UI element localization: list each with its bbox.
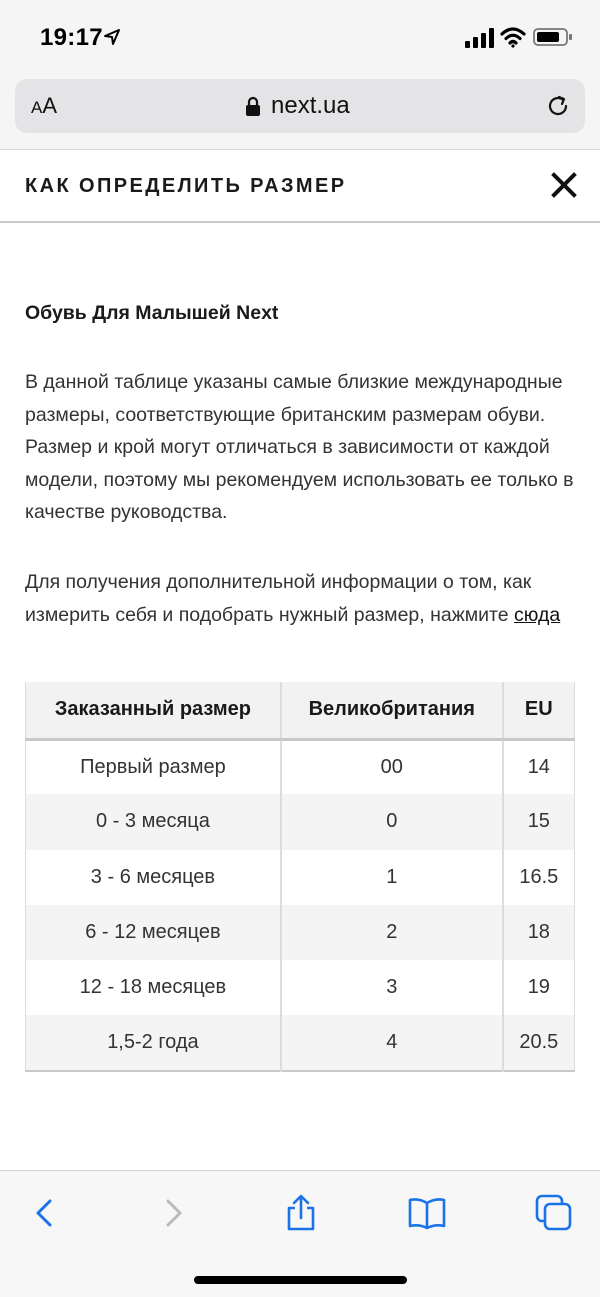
header-uk: Великобритания bbox=[281, 682, 503, 739]
table-row bbox=[26, 850, 575, 905]
cell-eu: 19 bbox=[527, 976, 550, 999]
cell-eu: 18 bbox=[503, 905, 575, 960]
table-row bbox=[26, 739, 575, 794]
cell-eu: 16.5 bbox=[519, 865, 559, 888]
section-title: Обувь Для Малышей Next bbox=[25, 302, 279, 324]
more-info-paragraph bbox=[25, 566, 575, 631]
cell-uk: 4 bbox=[281, 1015, 503, 1070]
reload-icon[interactable] bbox=[545, 93, 571, 119]
status-time: 19:17 bbox=[40, 24, 103, 51]
table-row bbox=[26, 905, 575, 960]
url-domain[interactable]: next.ua bbox=[271, 92, 350, 119]
cellular-signal-icon bbox=[464, 28, 494, 48]
location-arrow-icon bbox=[103, 28, 121, 46]
table-row bbox=[26, 960, 575, 1015]
table-header-row bbox=[26, 682, 575, 739]
cell-ordered-size: 12 - 18 месяцев bbox=[26, 960, 281, 1015]
size-table bbox=[25, 682, 575, 1072]
cell-ordered-size: Первый размер bbox=[26, 739, 281, 794]
status-bar bbox=[0, 0, 600, 76]
share-icon[interactable] bbox=[281, 1193, 321, 1233]
cell-ordered-size: 0 - 3 месяца bbox=[26, 794, 281, 849]
cell-uk: 3 bbox=[281, 960, 503, 1015]
more-info-link[interactable]: сюда bbox=[514, 603, 561, 626]
lock-icon bbox=[245, 96, 261, 116]
cell-eu: 15 bbox=[503, 794, 575, 849]
more-info-text: Для получения дополнительной информации о том, как измерить себя и подобрать нужный размер, нажмите bbox=[25, 571, 532, 626]
modal-header bbox=[0, 150, 600, 223]
cell-eu: 14 bbox=[527, 755, 550, 778]
modal-title: КАК ОПРЕДЕЛИТЬ РАЗМЕР bbox=[25, 175, 347, 197]
tabs-icon[interactable] bbox=[534, 1193, 574, 1233]
cell-uk: 00 bbox=[281, 739, 503, 794]
cell-ordered-size: 6 - 12 месяцев bbox=[26, 905, 281, 960]
close-icon[interactable] bbox=[550, 171, 578, 199]
text-size-button[interactable]: AA bbox=[31, 93, 58, 118]
forward-icon[interactable] bbox=[154, 1193, 194, 1233]
cell-uk: 0 bbox=[281, 794, 503, 849]
cell-uk: 1 bbox=[281, 850, 503, 905]
table-row bbox=[26, 1015, 575, 1070]
cell-ordered-size: 1,5-2 года bbox=[26, 1015, 281, 1070]
cell-uk: 2 bbox=[281, 905, 503, 960]
cell-eu: 20.5 bbox=[503, 1015, 575, 1070]
bookmarks-icon[interactable] bbox=[407, 1193, 447, 1233]
address-bar[interactable] bbox=[15, 79, 585, 133]
back-icon[interactable] bbox=[24, 1193, 64, 1233]
battery-icon bbox=[533, 27, 573, 47]
table-row bbox=[26, 794, 575, 849]
home-indicator bbox=[194, 1276, 407, 1284]
wifi-icon bbox=[500, 26, 526, 48]
description-paragraph: В данной таблице указаны самые близкие международные размеры, соответствующие британским размерам обуви. Размер и крой могут отличаться в зависимости от каждой модели, поэтому мы рекомендуем использовать ее только в качестве руководства. bbox=[25, 371, 574, 523]
browser-url-area bbox=[0, 76, 600, 150]
header-eu: EU bbox=[503, 682, 575, 739]
header-ordered-size: Заказанный размер bbox=[26, 682, 281, 739]
cell-ordered-size: 3 - 6 месяцев bbox=[26, 850, 281, 905]
